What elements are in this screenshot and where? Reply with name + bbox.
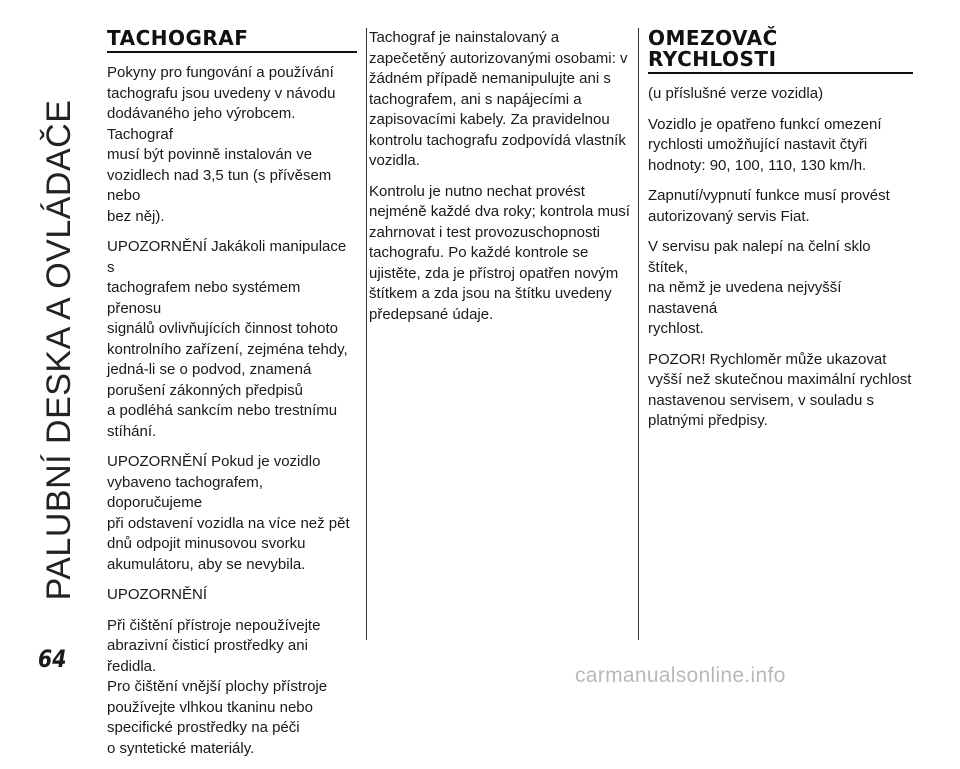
text-line: tachografu. Po každé kontrole se	[369, 244, 589, 261]
text-line: akumulátoru, aby se nevybila.	[107, 555, 306, 573]
text-line: dodávaného jeho výrobcem. Tachograf	[107, 105, 296, 143]
text-line: signálů ovlivňujících činnost tohoto	[107, 320, 338, 337]
column-tachograf	[107, 28, 357, 769]
column-tachograf-continued	[369, 28, 631, 335]
chapter-title-text: PALUBNÍ DESKA A OVLÁDAČE	[40, 99, 78, 601]
text-line: nastavenou servisem, v souladu s	[648, 391, 874, 409]
text-line: vyšší než skutečnou maximální rychlost	[648, 371, 912, 388]
text-line: ujistěte, zda je přístroj opatřen novým	[369, 264, 619, 282]
col2-body	[369, 28, 631, 325]
col1-body	[107, 63, 357, 759]
text-line: (u příslušné verze vozidla)	[648, 85, 824, 102]
text-line: tachografem nebo systémem přenosu	[107, 279, 301, 317]
text-line: kontrolního zařízení, zejména tehdy,	[107, 340, 348, 358]
text-line: vybaveno tachografem, doporučujeme	[107, 473, 263, 511]
text-line: dnů odpojit minusovou svorku	[107, 535, 306, 552]
column-divider-1	[366, 28, 367, 640]
paragraph	[107, 452, 357, 575]
section-heading-speed-limiter	[648, 28, 913, 74]
paragraph	[369, 28, 631, 172]
column-speed-limiter	[648, 28, 913, 442]
text-line: štítkem a zda jsou na štítku uvedeny	[369, 285, 612, 302]
text-line: platnými předpisy.	[648, 412, 768, 429]
text-line: porušení zákonných předpisů	[107, 381, 303, 399]
text-line: UPOZORNĚNÍ Jakákoli manipulace s	[107, 238, 347, 276]
text-line: rychlosti umožňující nastavit čtyři	[648, 136, 868, 153]
text-line: UPOZORNĚNÍ Pokud je vozidlo	[107, 453, 321, 470]
text-line: POZOR! Rychloměr může ukazovat	[648, 350, 887, 368]
text-line: žádném případě nemanipulujte ani s	[369, 70, 611, 87]
text-line: rychlost.	[648, 320, 704, 337]
text-line: stíhání.	[107, 422, 157, 440]
text-line: kontrolu tachografu zodpovídá vlastník	[369, 131, 626, 149]
text-line: používejte vlhkou tkaninu nebo	[107, 698, 313, 716]
text-line: Kontrolu je nutno nechat provést	[369, 182, 585, 200]
text-line: specifické prostředky na péči	[107, 719, 300, 736]
text-line: Vozidlo je opatřeno funkcí omezení	[648, 115, 882, 133]
heading-line: RYCHLOSTI	[648, 47, 777, 71]
text-line: Pro čištění vnější plochy přístroje	[107, 678, 328, 695]
text-line: zahrnovat i test provozuschopnosti	[369, 223, 600, 241]
text-line: zapisovacími kabely. Za pravidelnou	[369, 111, 610, 128]
paragraph	[107, 616, 357, 760]
text-line: Zapnutí/vypnutí funkce musí provést	[648, 187, 890, 204]
text-line: abrazivní čisticí prostředky ani ředidla.	[107, 637, 308, 675]
paragraph	[648, 237, 913, 340]
text-line: tachografu jsou uvedeny v návodu	[107, 84, 336, 102]
paragraph	[648, 115, 913, 177]
watermark-text: carmanualsonline.info	[575, 664, 786, 687]
text-line: hodnoty: 90, 100, 110, 130 km/h.	[648, 156, 867, 174]
text-line: V servisu pak nalepí na čelní sklo štítek,	[648, 238, 871, 276]
text-line: vozidla.	[369, 152, 420, 169]
text-line: Tachograf je nainstalovaný a	[369, 29, 560, 46]
text-line: Pokyny pro fungování a používání	[107, 64, 334, 81]
text-line: bez něj).	[107, 207, 165, 225]
text-line: při odstavení vozidla na více než pět	[107, 514, 350, 532]
chapter-side-title	[12, 0, 82, 640]
heading-line: OMEZOVAČ	[648, 26, 778, 50]
text-line: autorizovaný servis Fiat.	[648, 207, 810, 225]
paragraph	[107, 237, 357, 442]
paragraph	[107, 63, 357, 227]
text-line: UPOZORNĚNÍ	[107, 586, 208, 603]
text-line: jedná-li se o podvod, znamená	[107, 361, 312, 378]
text-line: Při čištění přístroje nepoužívejte	[107, 616, 321, 634]
text-line: tachografem, ani s napájecími a	[369, 90, 582, 108]
col3-body	[648, 84, 913, 432]
paragraph	[107, 585, 357, 606]
page-number: 64	[38, 645, 67, 673]
text-line: na němž je uvedena nejvyšší nastavená	[648, 279, 842, 317]
text-line: a podléhá sankcím nebo trestnímu	[107, 402, 338, 419]
section-heading-tachograf: TACHOGRAF	[107, 28, 357, 53]
text-line: o syntetické materiály.	[107, 739, 255, 757]
paragraph	[648, 350, 913, 432]
text-line: musí být povinně instalován ve	[107, 146, 313, 163]
column-divider-2	[638, 28, 639, 640]
paragraph	[648, 84, 913, 105]
text-line: předepsané údaje.	[369, 305, 494, 323]
paragraph	[369, 182, 631, 326]
text-line: vozidlech nad 3,5 tun (s přívěsem nebo	[107, 166, 332, 204]
text-line: zapečetěný autorizovanými osobami: v	[369, 49, 628, 67]
text-line: nejméně každé dva roky; kontrola musí	[369, 203, 630, 220]
paragraph	[648, 186, 913, 227]
